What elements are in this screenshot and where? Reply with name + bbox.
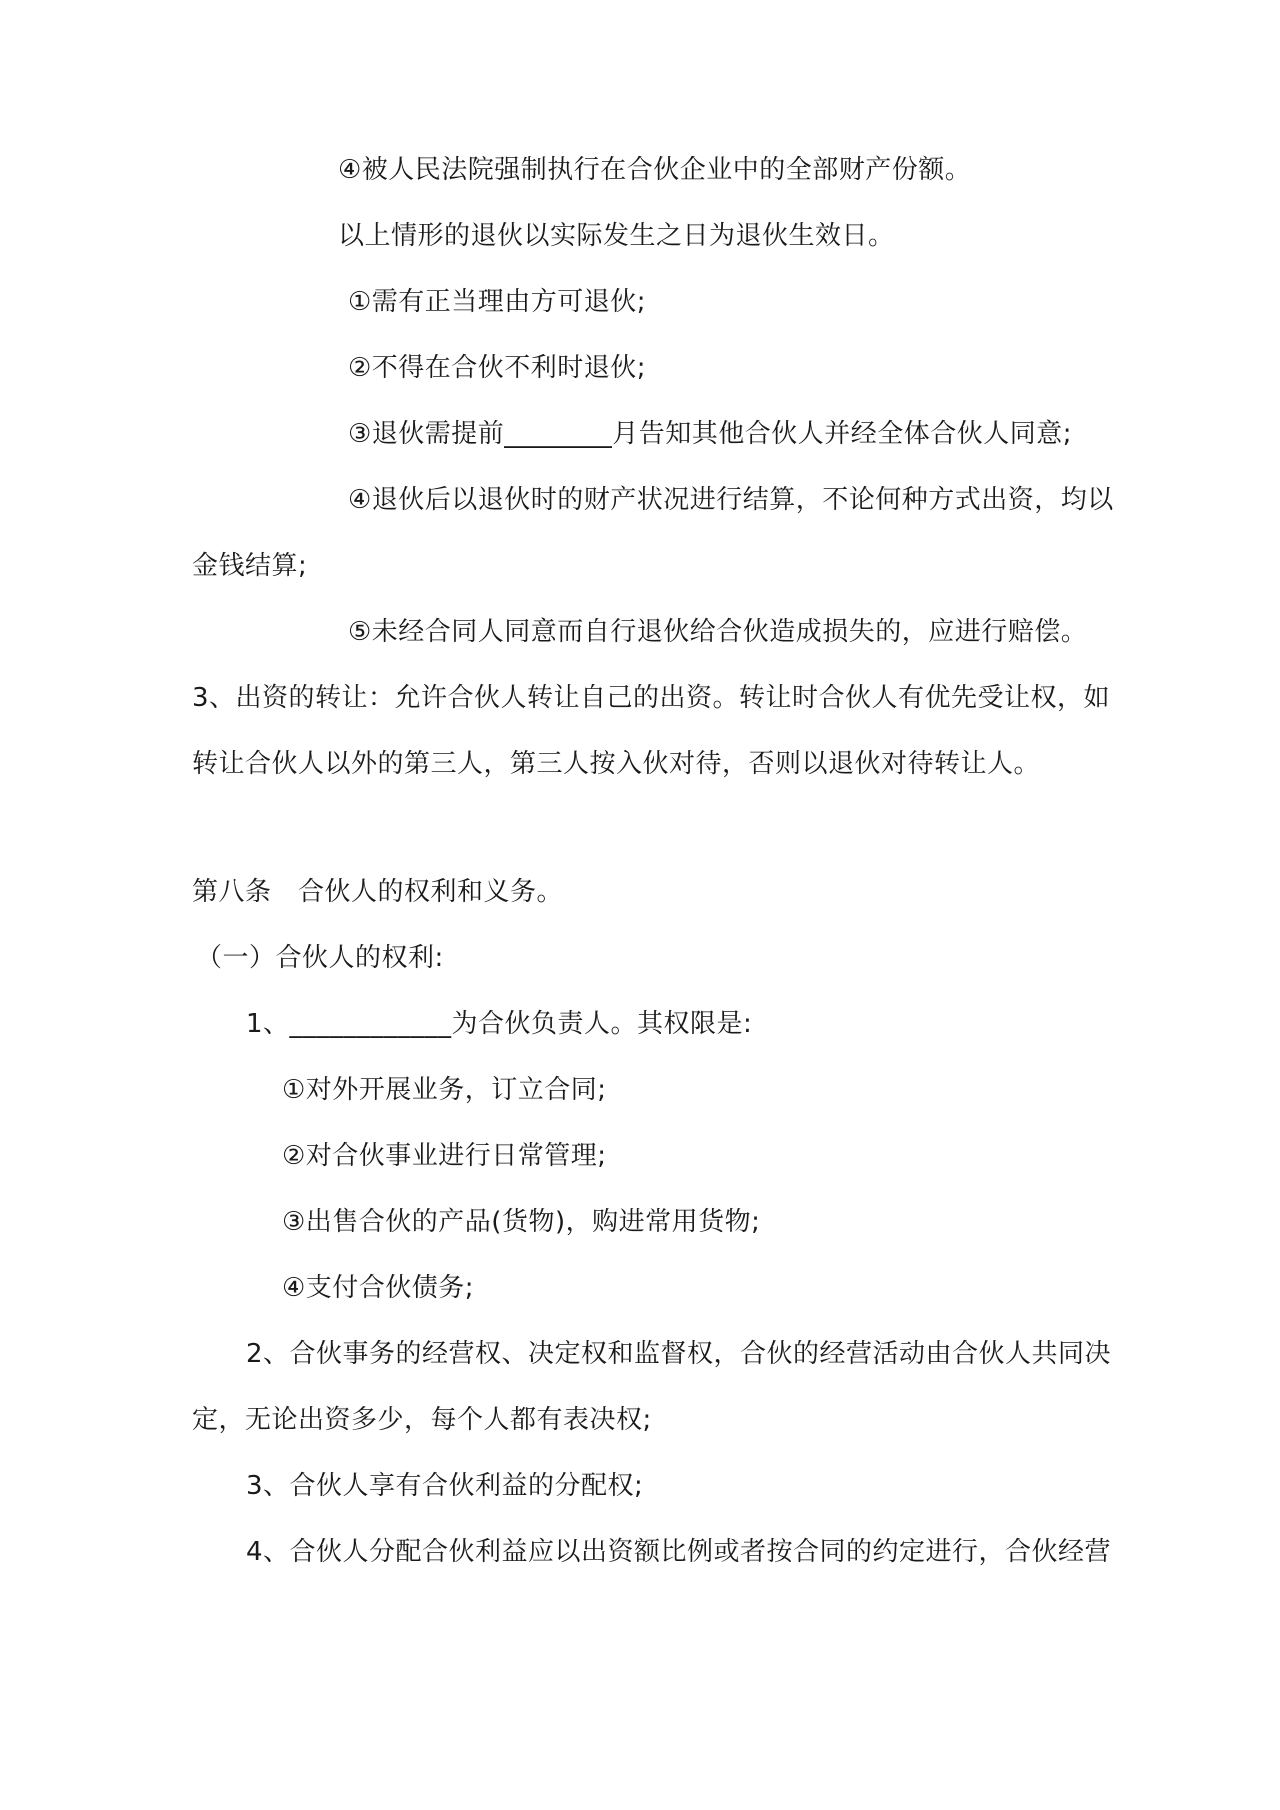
section-heading: 第八条 合伙人的权利和义务。 — [192, 877, 564, 907]
list-item: ①需有正当理由方可退伙; — [348, 287, 647, 317]
list-item: ③退伙需提前________月告知其他合伙人并经全体合伙人同意; — [348, 419, 1073, 449]
paragraph-line: ④被人民法院强制执行在合伙企业中的全部财产份额。 — [338, 155, 972, 185]
list-item: 1、____________为合伙负责人。其权限是: — [246, 1009, 753, 1039]
paragraph-line: 3、出资的转让：允许合伙人转让自己的出资。转让时合伙人有优先受让权，如 — [192, 683, 1111, 713]
list-item: 4、合伙人分配合伙利益应以出资额比例或者按合同的约定进行，合伙经营 — [246, 1537, 1112, 1567]
list-item: ③出售合伙的产品(货物)，购进常用货物; — [282, 1207, 761, 1237]
list-item: ②不得在合伙不利时退伙; — [348, 353, 647, 383]
list-item: 2、合伙事务的经营权、决定权和监督权，合伙的经营活动由合伙人共同决 — [246, 1339, 1112, 1369]
subsection-heading: （一）合伙人的权利: — [196, 943, 444, 973]
list-item: ④支付合伙债务; — [282, 1273, 475, 1303]
list-item: ⑤未经合同人同意而自行退伙给合伙造成损失的，应进行赔偿。 — [348, 617, 1088, 647]
paragraph-line: 定，无论出资多少，每个人都有表决权; — [192, 1405, 652, 1435]
list-item: ①对外开展业务，订立合同; — [282, 1075, 607, 1105]
list-item: ④退伙后以退伙时的财产状况进行结算，不论何种方式出资，均以 — [348, 485, 1114, 515]
list-item: 3、合伙人享有合伙利益的分配权; — [246, 1471, 644, 1501]
paragraph-line: 转让合伙人以外的第三人，第三人按入伙对待，否则以退伙对待转让人。 — [192, 749, 1041, 779]
paragraph-line: 以上情形的退伙以实际发生之日为退伙生效日。 — [338, 221, 895, 251]
list-item: ②对合伙事业进行日常管理; — [282, 1141, 607, 1171]
paragraph-line: 金钱结算; — [192, 551, 308, 581]
